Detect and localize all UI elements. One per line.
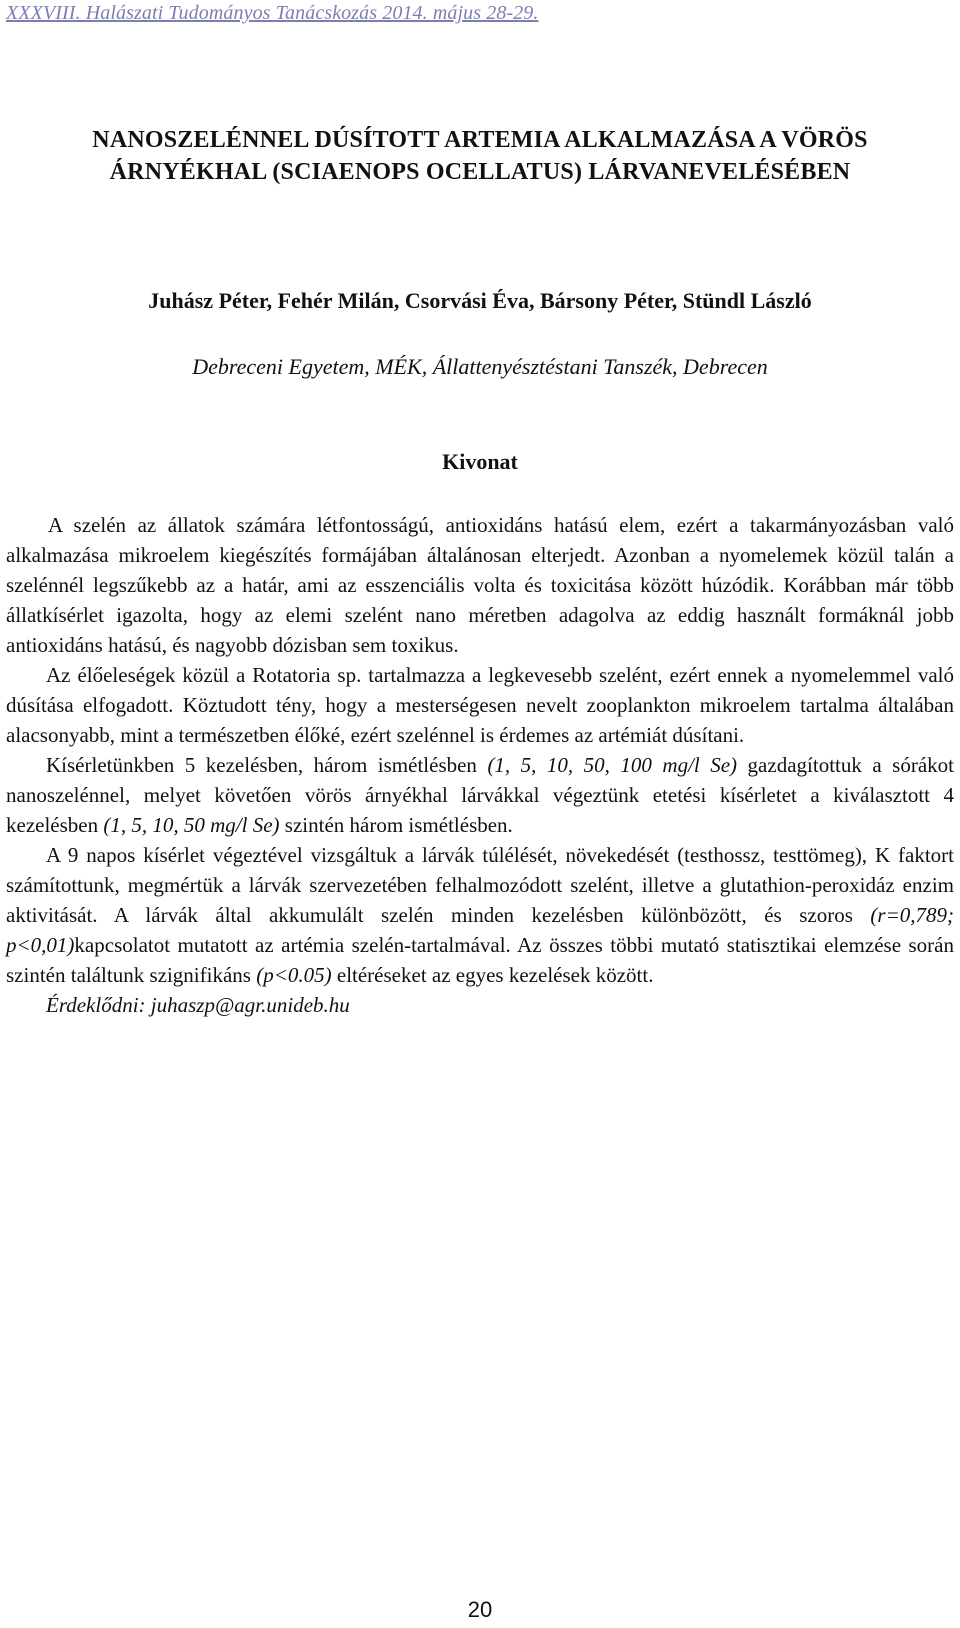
abstract-body: [6, 510, 954, 1020]
paper-title-line-1: NANOSZELÉNNEL DÚSÍTOTT ARTEMIA ALKALMAZÁSA A VÖRÖS: [92, 127, 868, 153]
abstract-paragraph-1: A szelén az állatok számára létfontosságú, antioxidáns hatású elem, ezért a takarmányozásban való alkalmazása mikroelem kiegészítés formájában általánosan elterjedt. Azonban a nyomelemek közül talán a szelénnél legszűkebb az a határ, ami az esszenciális volta és toxicitása között húzódik. Korábban már több állatkísérlet igazolta, hogy az elemi szelént nano méretben adagolva az eddig használt formáknál jobb antioxidáns hatású, és nagyobb dózisban sem toxikus.: [6, 513, 954, 657]
text-run: szintén három ismétlésben.: [279, 813, 513, 837]
author-list: Juhász Péter, Fehér Milán, Csorvási Éva, Bársony Péter, Stündl László: [148, 288, 812, 313]
text-run: Kísérletünkben 5 kezelésben, három ismétlésben: [46, 753, 488, 777]
selected-treatment-concentrations: (1, 5, 10, 50 mg/l Se): [103, 813, 280, 837]
contact-email: Érdeklődni: juhaszp@agr.unideb.hu: [46, 993, 350, 1017]
text-run: gazdagítottuk a sórákot nanoszelénnel, melyet követően vörös árnyékhal lárvákkal végeztünk etetési kísérletet a kiválasztott 4 kezelésben: [6, 753, 954, 837]
affiliation: Debreceni Egyetem, MÉK, Állattenyésztéstani Tanszék, Debrecen: [192, 354, 768, 379]
text-run: kapcsolatot mutatott az artémia szelén-tartalmával. Az összes többi mutató statisztikai elemzése során szintén találtunk szignifikáns: [6, 933, 954, 987]
correlation-statistic: (r=0,789; p<0,01): [6, 903, 954, 957]
page-number: 20: [467, 1597, 493, 1622]
treatment-concentrations: (1, 5, 10, 50, 100 mg/l Se): [487, 753, 738, 777]
abstract-paragraph-2: Az élőeleségek közül a Rotatoria sp. tartalmazza a legkevesebb szelént, ezért ennek a nyomelemmel való dúsítása elfogadott. Köztudott tény, hogy a mesterségesen nevelt zooplankton mikroelem tartalma általában alacsonyabb, mint a természetben élőké, ezért szelénnel is érdemes az artémiát dúsítani.: [6, 663, 954, 747]
abstract-heading: Kivonat: [442, 449, 518, 474]
paper-title: [0, 124, 960, 188]
running-header: XXXVIII. Halászati Tudományos Tanácskozás 2014. május 28-29.: [6, 2, 539, 24]
text-run: eltéréseket az egyes kezelések között.: [331, 963, 654, 987]
text-run: A 9 napos kísérlet végeztével vizsgáltuk a lárvák túlélését, növekedését (testhossz, testtömeg), K faktort számítottunk, megmértük a lárvák szervezetében felhalmozódott szelént, illetve a glutathion-peroxidáz enzim aktivitását. A lárvák által akkumulált szelén minden kezelésben különbözött, és szoros: [6, 843, 954, 927]
abstract-paragraph-4: [6, 840, 954, 990]
paper-title-line-2: ÁRNYÉKHAL (SCIAENOPS OCELLATUS) LÁRVANEVELÉSÉBEN: [109, 159, 851, 185]
significance-level: (p<0.05): [256, 963, 332, 987]
abstract-paragraph-3: [6, 750, 954, 840]
